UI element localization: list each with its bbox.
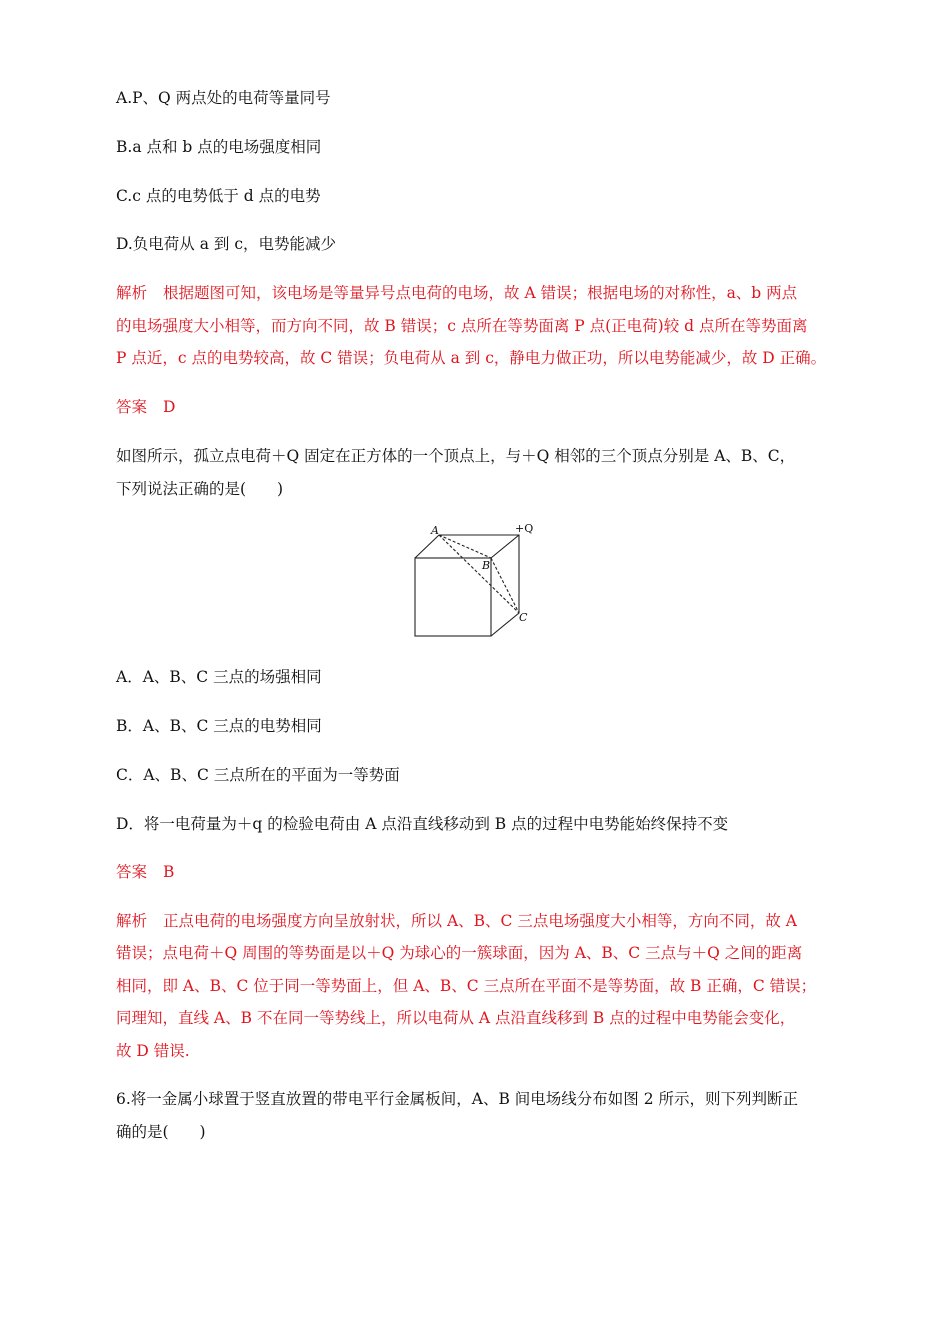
analysis-label: 解析 [116, 284, 148, 302]
cube-front-face [415, 558, 491, 636]
answer-line [116, 862, 174, 882]
analysis-line-1 [116, 283, 797, 303]
vertex-label-b: B [482, 559, 491, 572]
question-stem-line-1: 如图所示，孤立点电荷＋Q 固定在正方体的一个顶点上，与＋Q 相邻的三个顶点分别是 A、B、C， [116, 447, 796, 465]
cube-figure [405, 520, 535, 640]
analysis-line-2: 错误；点电荷＋Q 周围的等势面是以＋Q 为球心的一簇球面，因为 A、B、C 三点与＋Q 之间的距离 [116, 944, 803, 962]
dashed-line-ac [439, 535, 519, 613]
analysis-line-2: 的电场强度大小相等，而方向不同，故 B 错误；c 点所在等势面离 P 点(正电荷)较 d 点所在等势面离 [116, 317, 808, 335]
answer-line [116, 397, 175, 417]
option-b: B.a 点和 b 点的电场强度相同 [116, 138, 322, 156]
vertex-label-q: +Q [515, 522, 534, 535]
analysis-line-3: 相同，即 A、B、C 位于同一等势面上，但 A、B、C 三点所在平面不是等势面，故 B 正确，C 错误； [116, 977, 817, 995]
answer-label: 答案 [116, 398, 148, 416]
option-b: B．A、B、C 三点的电势相同 [116, 717, 322, 735]
dashed-line-ab [439, 535, 491, 558]
option-c: C．A、B、C 三点所在的平面为一等势面 [116, 766, 400, 784]
question-6-stem-line-2: 确的是( ) [116, 1123, 206, 1141]
analysis-line-4: 同理知，直线 A、B 不在同一等势线上，所以电荷从 A 点沿直线移到 B 点的过程中电势能会变化， [116, 1009, 796, 1027]
vertex-label-c: C [519, 611, 528, 624]
dashed-line-bc [491, 558, 519, 613]
option-c: C.c 点的电势低于 d 点的电势 [116, 187, 321, 205]
option-d: D．将一电荷量为＋q 的检验电荷由 A 点沿直线移动到 B 点的过程中电势能始终保持不变 [116, 815, 729, 833]
analysis-line-5: 故 D 错误. [116, 1042, 190, 1060]
option-d: D.负电荷从 a 到 c，电势能减少 [116, 235, 337, 253]
option-a: A.P、Q 两点处的电荷等量同号 [116, 89, 331, 107]
question-6-stem-line-1: 6.将一金属小球置于竖直放置的带电平行金属板间，A、B 间电场线分布如图 2 所示，则下列判断正 [116, 1090, 799, 1108]
analysis-label: 解析 [116, 912, 148, 930]
analysis-line-3: P 点近，c 点的电势较高，故 C 错误；负电荷从 a 到 c，静电力做正功，所以电势能减少，故 D 正确。 [116, 349, 827, 367]
option-a: A．A、B、C 三点的场强相同 [116, 668, 322, 686]
cube-top-side-edges [415, 535, 519, 636]
analysis-text: 根据题图可知，该电场是等量异号点电荷的电场，故 A 错误；根据电场的对称性，a、b 两点 [163, 284, 798, 302]
vertex-label-a: A [431, 524, 439, 537]
answer-value: B [163, 863, 175, 881]
analysis-line-1 [116, 911, 797, 931]
question-stem-line-2: 下列说法正确的是( ) [116, 480, 284, 498]
cube-edge [491, 535, 519, 558]
answer-label: 答案 [116, 863, 148, 881]
answer-value: D [163, 398, 176, 416]
analysis-text: 正点电荷的电场强度方向呈放射状，所以 A、B、C 三点电场强度大小相等，方向不同，故 A [163, 912, 797, 930]
